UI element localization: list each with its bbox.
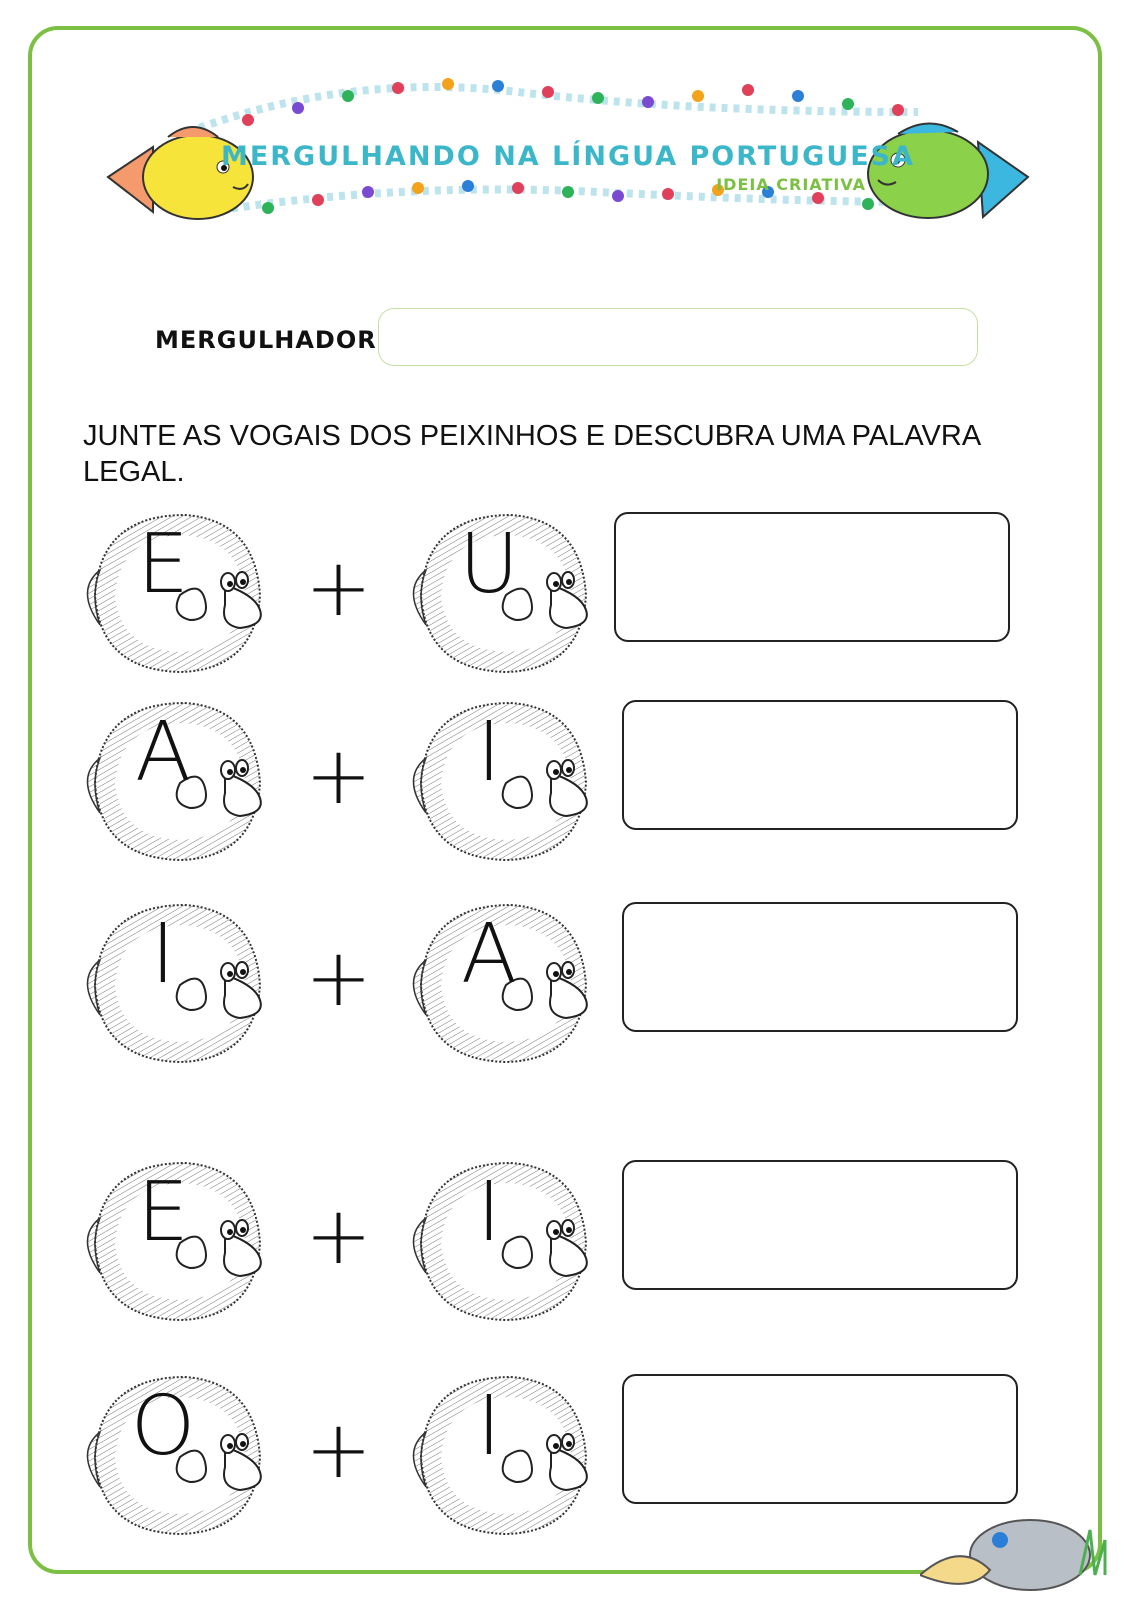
left-fish [70,1148,276,1328]
plus-sign: + [305,1403,373,1496]
exercise-row [0,688,1131,868]
right-vowel: I [476,1165,502,1260]
answer-box[interactable] [622,902,1018,1032]
answer-box[interactable] [622,700,1018,830]
left-vowel: I [150,907,176,1002]
left-fish [70,1362,276,1542]
left-vowel: O [130,1379,196,1474]
right-vowel: A [460,907,518,1002]
plus-sign: + [305,729,373,822]
answer-box[interactable] [614,512,1010,642]
name-input[interactable] [378,308,978,366]
right-fish [396,1148,602,1328]
plus-sign: + [305,931,373,1024]
right-vowel: U [458,517,520,612]
left-fish [70,688,276,868]
plus-sign: + [305,1189,373,1282]
plus-sign: + [305,541,373,634]
right-vowel: I [476,705,502,800]
name-label: MERGULHADOR [155,326,377,354]
right-fish [396,890,602,1070]
exercise-row [0,1148,1131,1328]
header-title: MERGULHANDO NA LÍNGUA PORTUGUESA [220,141,916,172]
answer-box[interactable] [622,1374,1018,1504]
left-vowel: E [137,517,189,612]
instruction-text: JUNTE AS VOGAIS DOS PEIXINHOS E DESCUBRA UMA PALAVRA LEGAL. [83,420,980,488]
header-subtitle: IDEIA CRIATIVA [716,175,866,194]
right-fish [396,1362,602,1542]
right-fish [396,500,602,680]
exercise-row [0,890,1131,1070]
right-fish [396,688,602,868]
header-banner [98,62,1038,252]
left-vowel: E [137,1165,189,1260]
left-fish [70,500,276,680]
shells-decoration-icon [920,1500,1120,1600]
answer-box[interactable] [622,1160,1018,1290]
left-fish [70,890,276,1070]
right-vowel: I [476,1379,502,1474]
exercise-row [0,500,1131,680]
left-vowel: A [134,705,192,800]
